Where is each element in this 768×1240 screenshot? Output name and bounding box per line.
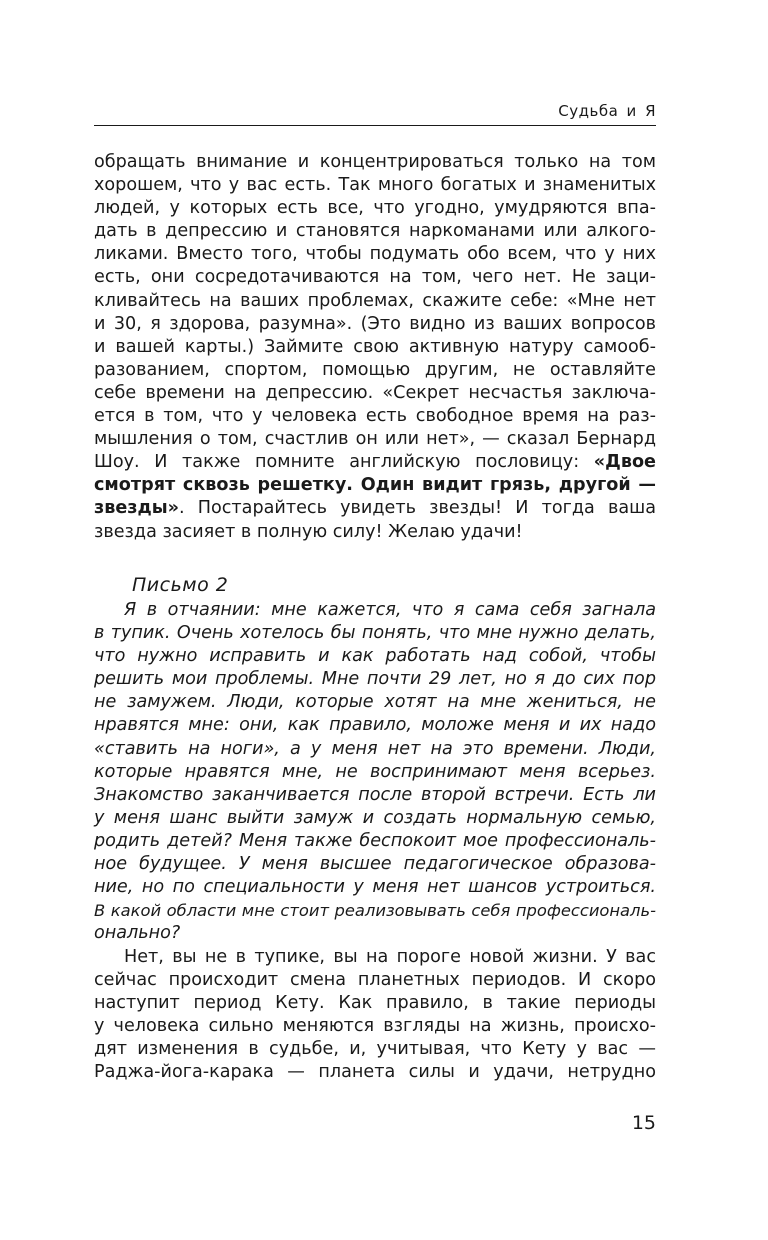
letter-heading: Письмо 2 — [132, 574, 229, 596]
text-run: Шоу. И также помните английскую пословицу: — [94, 452, 594, 473]
text-line: ликами. Вместо того, чтобы подумать обо всем, что у них — [94, 244, 656, 265]
text-line: людей, у которых есть все, что угодно, умудряются впа- — [94, 198, 656, 219]
text-line: родить детей? Меня также беспокоит мое профессиональ- — [94, 830, 656, 851]
text-line: что нужно исправить и как работать над собой, чтобы — [94, 646, 656, 667]
running-header: Судьба и Я — [558, 102, 656, 120]
text-line: и вашей карты.) Займите свою активную натуру самооб- — [94, 336, 656, 357]
text-line: Я в отчаянии: мне кажется, что я сама себя загнала — [124, 600, 656, 620]
text-line: ется в том, что у человека есть свободное время на раз- — [94, 406, 656, 427]
text-line: хорошем, что у вас есть. Так много богатых и знаменитых — [94, 175, 656, 196]
text-line: решить мои проблемы. Мне почти 29 лет, но я до сих пор — [94, 669, 656, 690]
text-line: В какой области мне стоит реализовывать себя профессиональ- — [94, 901, 656, 921]
text-line: «ставить на ноги», а у меня нет на это времени. Люди, — [94, 738, 656, 759]
text-line — [94, 451, 656, 474]
page-number: 15 — [631, 1112, 656, 1134]
proverb-text: «Двое — [593, 452, 656, 473]
text-line: сейчас происходит смена планетных периодов. И скоро — [94, 970, 656, 991]
text-line: себе времени на депрессию. «Секрет несчастья заключа- — [94, 382, 656, 403]
text-line: дать в депрессию и становятся наркоманами или алкого- — [94, 221, 656, 242]
proverb-text: звезды» — [94, 498, 179, 519]
text-line: дят изменения в судьбе, и, учитывая, что Кету у вас — — [94, 1039, 656, 1060]
text-line: не замужем. Люди, которые хотят на мне жениться, не — [94, 692, 656, 713]
text-line: разованием, спортом, помощью другим, не оставляйте — [94, 359, 656, 380]
text-run: . Постарайтесь увидеть звезды! И тогда ваша — [179, 498, 656, 519]
text-line: у человека сильно меняются взгляды на жизнь, происхо- — [94, 1016, 656, 1037]
text-line: наступит период Кету. Как правило, в такие периоды — [94, 993, 656, 1014]
text-line: нравятся мне: они, как правило, моложе меня и их надо — [94, 715, 656, 736]
text-line: ние, но по специальности у меня нет шансов устроиться. — [94, 877, 656, 898]
text-line: ное будущее. У меня высшее педагогическое образова- — [94, 854, 656, 875]
text-line: у меня шанс выйти замуж и создать нормальную семью, — [94, 807, 656, 828]
text-line: мышления о том, счастлив он или нет», — сказал Бернард — [94, 429, 656, 450]
text-line: и 30, я здорова, разумна». (Это видно из ваших вопросов — [94, 313, 656, 334]
text-line: онально? — [94, 923, 181, 944]
letter-text — [94, 599, 656, 945]
text-line: кливайтесь на ваших проблемах, скажите себе: «Мне нет — [94, 290, 656, 311]
text-line: Раджа-йога-карака — планета силы и удачи, нетрудно — [94, 1062, 656, 1083]
text-line: звезда засияет в полную силу! Желаю удачи! — [94, 521, 523, 542]
text-line: Нет, вы не в тупике, вы на пороге новой жизни. У вас — [124, 947, 656, 967]
text-line: обращать внимание и концентрироваться только на том — [94, 152, 656, 172]
text-line: есть, они сосредотачиваются на том, чего нет. Не заци- — [94, 267, 656, 288]
book-page — [94, 0, 656, 1240]
proverb-text: смотрят сквозь решетку. Один видит грязь, другой — — [94, 475, 656, 496]
text-line: Знакомство заканчивается после второй встречи. Есть ли — [94, 784, 656, 805]
text-line: в тупик. Очень хотелось бы понять, что мне нужно делать, — [94, 623, 656, 644]
text-line — [94, 497, 656, 520]
text-line: которые нравятся мне, не воспринимают меня всерьез. — [94, 761, 656, 782]
header-rule — [94, 125, 656, 126]
paragraph-1 — [94, 151, 656, 544]
answer-text — [94, 946, 656, 1085]
